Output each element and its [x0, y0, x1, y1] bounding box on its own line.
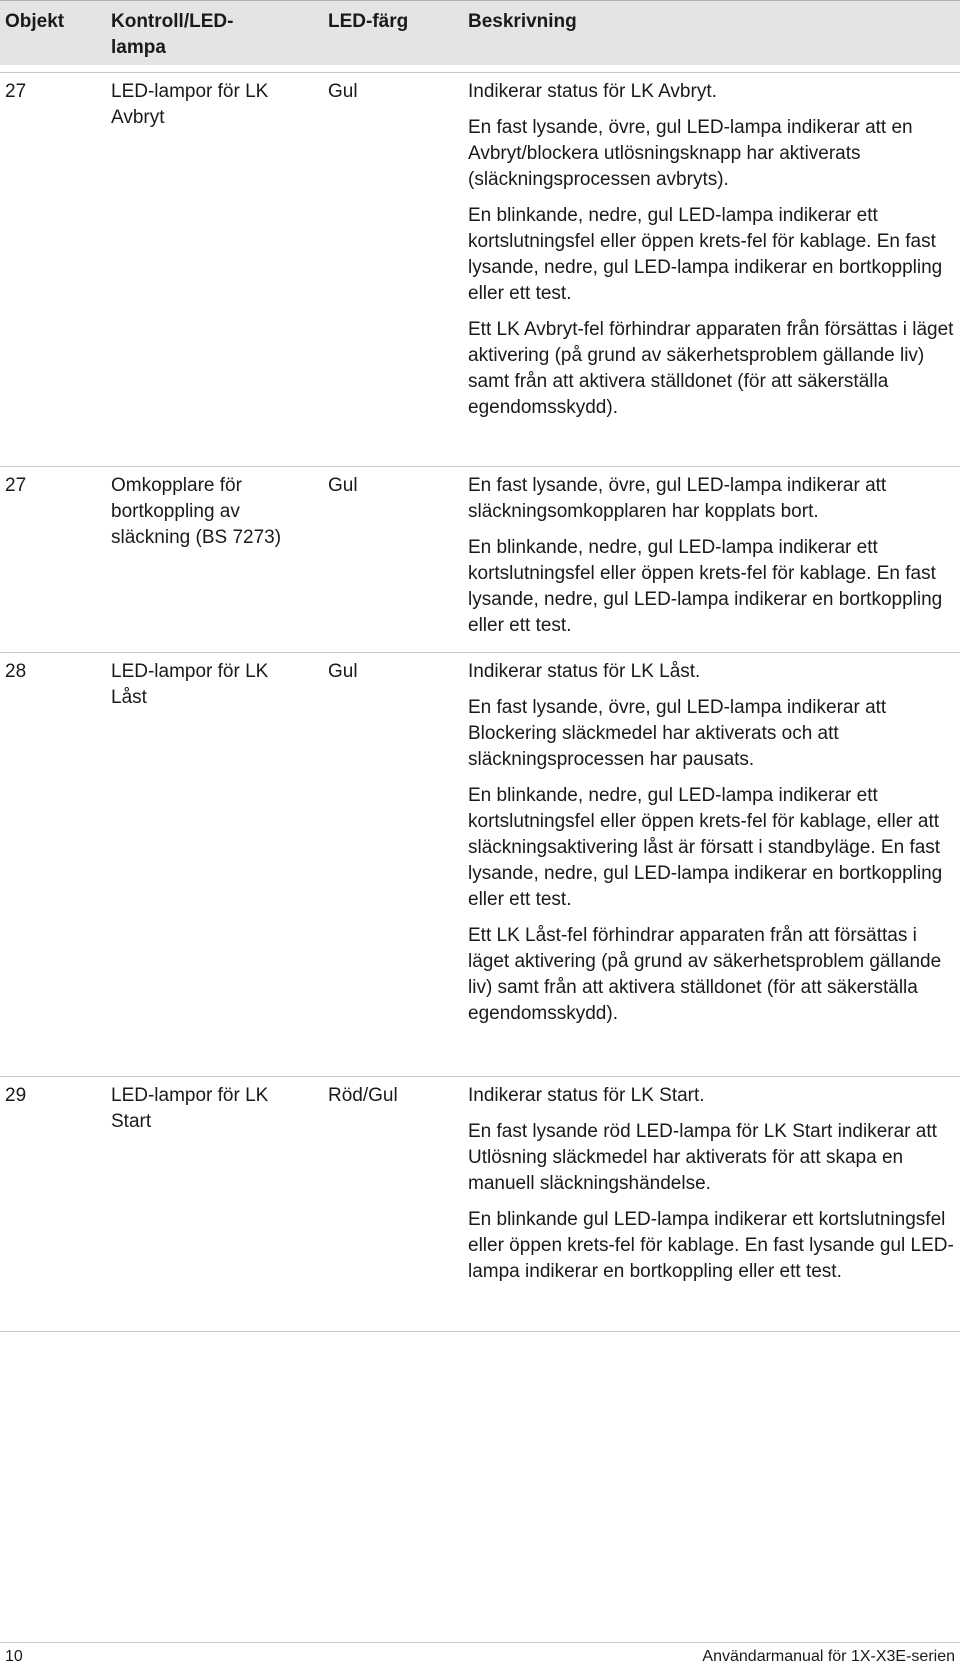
description-paragraph: Ett LK Låst-fel förhindrar apparaten från att försättas i läget aktivering (på grund av säkerhetsproblem gällande liv) samt från att aktivera ställdonet (för att säkerställa egendomsskydd). [468, 925, 942, 1024]
row-object: 29 [5, 1085, 27, 1106]
row-led-color: Röd/Gul [328, 1085, 398, 1106]
row-control: Omkopplare för bortkoppling av släckning (BS 7273) [111, 475, 282, 548]
table-row [0, 1076, 960, 1332]
description-paragraph: En fast lysande, övre, gul LED-lampa indikerar att Blockering släckmedel har aktiverats och att släckningsprocessen har pausats. [468, 697, 887, 770]
page-footer [0, 1642, 960, 1671]
row-led-color: Gul [328, 661, 358, 682]
row-description [468, 659, 958, 1037]
row-object: 27 [5, 81, 27, 102]
description-paragraph: Ett LK Avbryt-fel förhindrar apparaten från försättas i läget aktivering (på grund av säkerhetsproblem gällande liv) samt från att aktivera ställdonet (för att säkerställa egendomsskydd). [468, 319, 954, 418]
header-object: Objekt [5, 11, 65, 32]
header-description: Beskrivning [468, 11, 577, 32]
description-paragraph: Indikerar status för LK Låst. [468, 661, 701, 682]
description-paragraph: En blinkande, nedre, gul LED-lampa indikerar ett kortslutningsfel eller öppen krets-fel för kablage. En fast lysande, nedre, gul LED-lampa indikerar en bortkoppling eller ett test. [468, 537, 943, 636]
row-control: LED-lampor för LK Start [111, 1085, 269, 1132]
description-paragraph: En blinkande gul LED-lampa indikerar ett kortslutningsfel eller öppen krets-fel för kablage. En fast lysande gul LED-lampa indikerar en bortkoppling eller ett test. [468, 1209, 954, 1282]
document-title: Användarmanual för 1X-X3E-serien [702, 1648, 955, 1665]
description-paragraph: En fast lysande, övre, gul LED-lampa indikerar att släckningsomkopplaren har kopplats bort. [468, 475, 887, 522]
description-paragraph: Indikerar status för LK Start. [468, 1085, 705, 1106]
row-led-color: Gul [328, 475, 358, 496]
description-paragraph: Indikerar status för LK Avbryt. [468, 81, 717, 102]
row-object: 28 [5, 661, 27, 682]
description-paragraph: En blinkande, nedre, gul LED-lampa indikerar ett kortslutningsfel eller öppen krets-fel för kablage, eller att släckningsaktivering låst är försatt i standbyläge. En fast lysande, nedre, gul LED-lampa indikerar en bortkoppling eller ett test. [468, 785, 943, 910]
row-description [468, 473, 958, 649]
table-header [0, 0, 960, 65]
table-row [0, 652, 960, 1071]
description-paragraph: En fast lysande, övre, gul LED-lampa indikerar att en Avbryt/blockera utlösningsknapp har aktiverats (släckningsprocessen avbryts). [468, 117, 913, 190]
table-row [0, 72, 960, 461]
row-control: LED-lampor för LK Avbryt [111, 81, 269, 128]
row-control: LED-lampor för LK Låst [111, 661, 269, 708]
row-object: 27 [5, 475, 27, 496]
page-number: 10 [5, 1648, 23, 1665]
header-led-color: LED-färg [328, 11, 409, 32]
description-paragraph: En blinkande, nedre, gul LED-lampa indikerar ett kortslutningsfel eller öppen krets-fel för kablage. En fast lysande, nedre, gul LED-lampa indikerar en bortkoppling eller ett test. [468, 205, 943, 304]
description-paragraph: En fast lysande röd LED-lampa för LK Start indikerar att Utlösning släckmedel har aktiverats för att skapa en manuell släckningshändelse. [468, 1121, 937, 1194]
row-description [468, 1083, 958, 1295]
row-led-color: Gul [328, 81, 358, 102]
row-description [468, 79, 958, 431]
table-row [0, 466, 960, 647]
header-control: Kontroll/LED- lampa [111, 11, 234, 58]
